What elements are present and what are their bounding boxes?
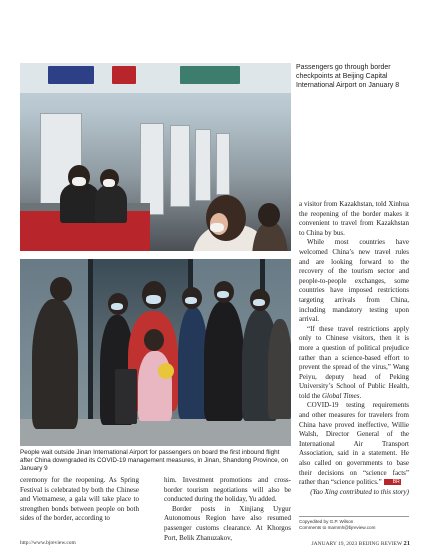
paragraph: ceremony for the reopening. As Spring Festival is celebrated by both the Chinese and Vietnamese, a gala will take place to strengthen bonds between people on both sides of the border, according to: [20, 476, 139, 523]
paragraph-quote: [299, 325, 409, 402]
copyedit-line: Copyedited by G.P. Wilson: [299, 519, 354, 524]
comments-email: Comments to mammh@bjreview.com: [299, 525, 376, 530]
overhead-sign: [48, 66, 94, 84]
page-number: 21: [403, 540, 410, 547]
inspection-booth: [170, 125, 190, 207]
photo-airport-arrivals-crowd: [20, 259, 291, 446]
officer: [95, 185, 127, 223]
person-mask: [217, 291, 229, 298]
article-left-column: [20, 476, 139, 524]
passenger-background: [252, 223, 288, 251]
copyedit-credit: [299, 516, 409, 531]
overhead-sign: [112, 66, 136, 84]
inspection-booth: [216, 133, 230, 195]
person-with-camera: [32, 299, 78, 429]
paragraph: a visitor from Kazakhstan, told Xinhua the reopening of the border makes it convenient to travel from Kazakhstan to China by bus.: [299, 200, 409, 237]
end-mark: BR: [384, 479, 401, 485]
publication-name: Global Times: [321, 391, 360, 400]
issue-date-publication: JANUARY 19, 2023 BEIJING REVIEW: [311, 541, 403, 547]
window-frame: [88, 259, 93, 446]
photo1-caption: Passengers go through border checkpoints at Beijing Capital International Airport on January 8: [296, 64, 400, 89]
article-middle-column: [164, 476, 291, 543]
person-in-crowd: [204, 301, 244, 421]
flower-bouquet: [158, 363, 174, 379]
person-mask: [253, 299, 265, 306]
passenger-mask: [210, 223, 224, 232]
person-mask: [146, 295, 161, 304]
officer: [60, 183, 100, 223]
child-head: [144, 329, 164, 351]
person-in-crowd: [268, 319, 291, 419]
overhead-sign: [180, 66, 240, 84]
footer-website-url[interactable]: http://www.bjreview.com: [20, 540, 76, 546]
suitcase: [115, 369, 137, 424]
inspection-booth: [195, 129, 211, 201]
inspection-booth: [140, 123, 164, 215]
person-head: [50, 277, 72, 301]
paragraph-text: .: [359, 391, 362, 400]
paragraph-final: [299, 401, 409, 487]
photo2-caption: People wait outside Jinan International Airport for passengers on board the first inbound flight after China downgraded its COVID-19 management measures, in Jinan, Shandong Province, on January 9: [20, 449, 289, 472]
paragraph-text: “If these travel restrictions apply only to Chinese visitors, then it is more a question of political prejudice rather than a science-based effort to prevent the spread of the virus,” Wang Peiyu, deputy head of Peking University’s School of Public Health, told the: [299, 324, 409, 400]
officer-mask: [72, 177, 86, 186]
person-mask: [185, 297, 197, 304]
paragraph: Border posts in Xinjiang Uygur Autonomous Region have also resumed passenger customs clearance. At Khorgos Port, Belik Zhanuzakov,: [164, 504, 291, 542]
paragraph: him. Investment promotions and cross-border tourism negotiations will also be conducted during the holiday, Yu added.: [164, 476, 291, 504]
paragraph: While most countries have welcomed China’s new travel rules and are looking forward to the recovery of the tourism sector and people-to-people exchanges, some countries have imposed restrictions targeting arrivals from China, including mandatory testing upon arrival.: [299, 238, 409, 324]
officer-mask: [103, 179, 115, 187]
footer-issue-info: [298, 540, 410, 547]
person-mask: [111, 303, 123, 310]
paragraph-text: COVID-19 testing requirements and other measures for travelers from China have proved ineffective, Willie Walsh, Director General of the International Air Transport Association, said in a statement. He also called on governments to base their decisions on “science facts” rather than “science politics.”: [299, 401, 409, 487]
child-pink-coat: [138, 351, 172, 421]
photo-airport-border-checkpoint: [20, 63, 291, 251]
contributor-note: (Yao Xing contributed to this story): [310, 487, 409, 496]
passenger-head: [258, 203, 280, 227]
article-right-column: [299, 200, 409, 497]
